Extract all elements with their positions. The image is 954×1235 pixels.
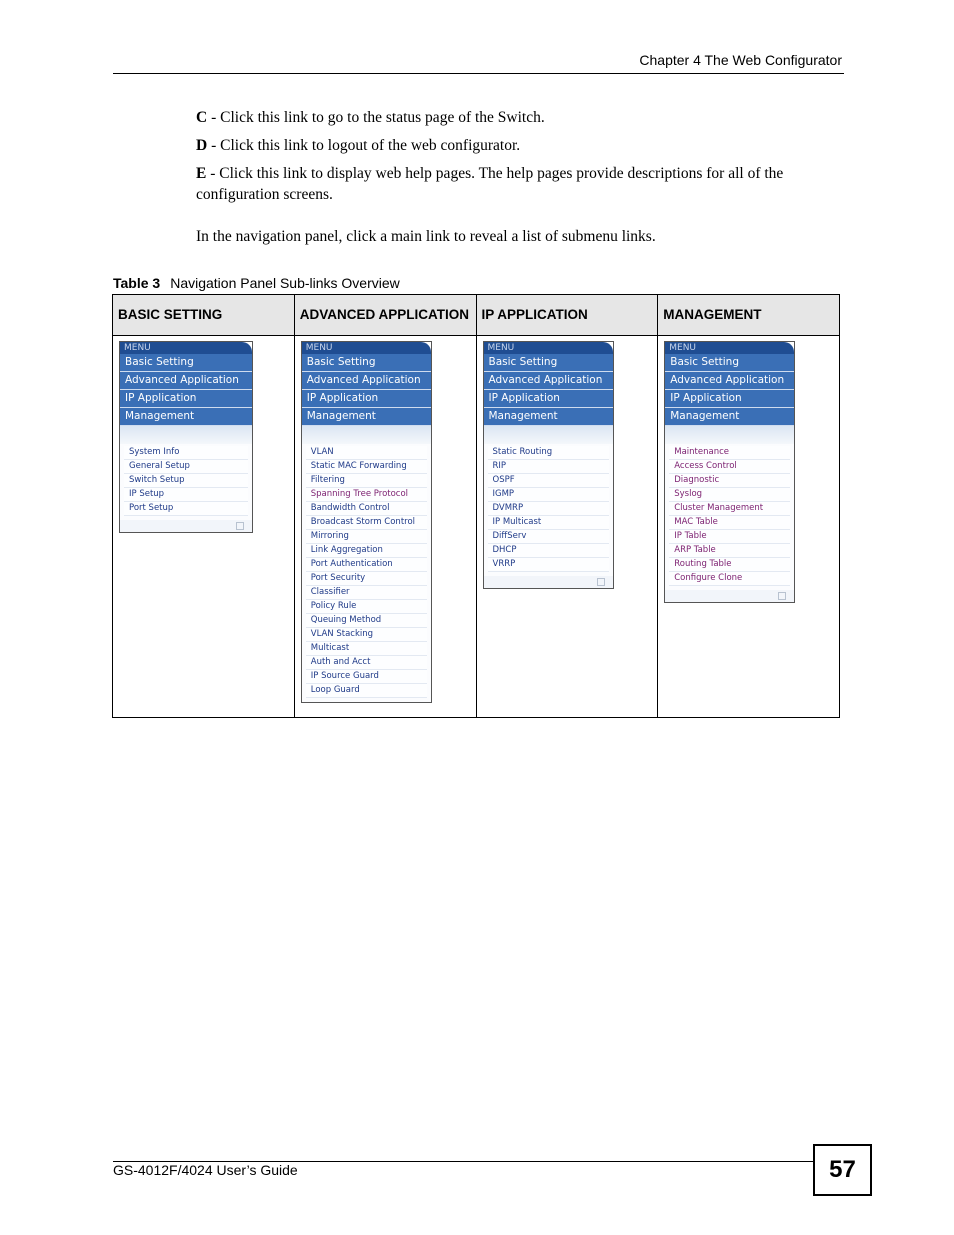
menu-link-advanced-application[interactable]: Advanced Application bbox=[302, 372, 431, 390]
submenu-item[interactable]: VLAN bbox=[306, 446, 427, 460]
menu-link-management[interactable]: Management bbox=[302, 408, 431, 426]
submenu-item[interactable]: Auth and Acct bbox=[306, 656, 427, 670]
submenu-item[interactable]: Spanning Tree Protocol bbox=[306, 488, 427, 502]
menu-title: MENU bbox=[302, 342, 431, 354]
submenu-item[interactable]: System Info bbox=[124, 446, 248, 460]
menu-link-advanced-application[interactable]: Advanced Application bbox=[120, 372, 252, 390]
menu-link-advanced-application[interactable]: Advanced Application bbox=[665, 372, 794, 390]
menu-link-basic-setting[interactable]: Basic Setting bbox=[665, 354, 794, 372]
nav-intro: In the navigation panel, click a main link to reveal a list of submenu links. bbox=[196, 228, 656, 245]
paragraph-e bbox=[196, 163, 844, 205]
page-number: 57 bbox=[813, 1144, 872, 1196]
submenu-item[interactable]: Link Aggregation bbox=[306, 544, 427, 558]
table-caption-title: Navigation Panel Sub-links Overview bbox=[170, 275, 400, 291]
submenu-item[interactable]: Mirroring bbox=[306, 530, 427, 544]
submenu-item[interactable]: Access Control bbox=[669, 460, 790, 474]
submenu-item[interactable]: DVMRP bbox=[488, 502, 609, 516]
submenu-item[interactable]: Maintenance bbox=[669, 446, 790, 460]
menu-link-management[interactable]: Management bbox=[484, 408, 613, 426]
submenu-item[interactable]: Static Routing bbox=[488, 446, 609, 460]
menu-link-ip-application[interactable]: IP Application bbox=[484, 390, 613, 408]
menu-panel-basic bbox=[119, 341, 253, 533]
submenu-item[interactable]: Broadcast Storm Control bbox=[306, 516, 427, 530]
paragraph-text: - Click this link to logout of the web configurator. bbox=[207, 137, 521, 154]
header-management: MANAGEMENT bbox=[658, 295, 840, 336]
menu-title: MENU bbox=[484, 342, 613, 354]
submenu-list bbox=[302, 444, 431, 702]
submenu-item[interactable]: OSPF bbox=[488, 474, 609, 488]
submenu-item[interactable]: IP Setup bbox=[124, 488, 248, 502]
paragraph-key: C bbox=[196, 109, 208, 126]
menu-divider bbox=[120, 426, 252, 444]
submenu-item[interactable]: IP Multicast bbox=[488, 516, 609, 530]
menu-footer bbox=[120, 520, 252, 532]
paragraph-text: - Click this link to go to the status page of the Switch. bbox=[207, 109, 545, 126]
submenu-item[interactable]: Classifier bbox=[306, 586, 427, 600]
table-caption bbox=[113, 275, 400, 291]
paragraph-d bbox=[196, 135, 844, 156]
header-rule bbox=[113, 73, 844, 74]
submenu-item[interactable]: Switch Setup bbox=[124, 474, 248, 488]
resize-icon bbox=[778, 592, 786, 600]
resize-icon bbox=[236, 522, 244, 530]
menu-panel-advanced bbox=[301, 341, 432, 703]
submenu-item[interactable]: MAC Table bbox=[669, 516, 790, 530]
menu-link-ip-application[interactable]: IP Application bbox=[120, 390, 252, 408]
submenu-item[interactable]: IP Table bbox=[669, 530, 790, 544]
menu-title: MENU bbox=[665, 342, 794, 354]
menu-link-basic-setting[interactable]: Basic Setting bbox=[120, 354, 252, 372]
guide-title: GS-4012F/4024 User’s Guide bbox=[113, 1162, 298, 1178]
submenu-item[interactable]: General Setup bbox=[124, 460, 248, 474]
paragraph-key: D bbox=[196, 137, 208, 154]
menu-divider bbox=[665, 426, 794, 444]
menu-divider bbox=[484, 426, 613, 444]
table-caption-label: Table 3 bbox=[113, 275, 161, 291]
resize-icon bbox=[597, 578, 605, 586]
menu-link-advanced-application[interactable]: Advanced Application bbox=[484, 372, 613, 390]
menu-panel-ip bbox=[483, 341, 614, 589]
header-basic-setting: BASIC SETTING bbox=[113, 295, 295, 336]
submenu-item[interactable]: Cluster Management bbox=[669, 502, 790, 516]
submenu-item[interactable]: Filtering bbox=[306, 474, 427, 488]
submenu-item[interactable]: Syslog bbox=[669, 488, 790, 502]
paragraph-key: E bbox=[196, 165, 207, 182]
submenu-item[interactable]: Static MAC Forwarding bbox=[306, 460, 427, 474]
chapter-header: Chapter 4 The Web Configurator bbox=[639, 52, 842, 68]
nav-sublinks-table bbox=[112, 294, 840, 718]
submenu-item[interactable]: Routing Table bbox=[669, 558, 790, 572]
paragraph-text: - Click this link to display web help pages. The help pages provide descriptions for all of the configuration screens. bbox=[196, 165, 784, 203]
menu-link-management[interactable]: Management bbox=[120, 408, 252, 426]
submenu-item[interactable]: DHCP bbox=[488, 544, 609, 558]
submenu-item[interactable]: VLAN Stacking bbox=[306, 628, 427, 642]
menu-link-ip-application[interactable]: IP Application bbox=[302, 390, 431, 408]
submenu-item[interactable]: Configure Clone bbox=[669, 572, 790, 586]
header-ip-application: IP APPLICATION bbox=[476, 295, 658, 336]
cell-basic-setting bbox=[113, 336, 295, 718]
paragraph-c bbox=[196, 107, 844, 128]
cell-ip-application bbox=[476, 336, 658, 718]
menu-link-management[interactable]: Management bbox=[665, 408, 794, 426]
submenu-list bbox=[665, 444, 794, 590]
submenu-item[interactable]: Bandwidth Control bbox=[306, 502, 427, 516]
submenu-item[interactable]: IP Source Guard bbox=[306, 670, 427, 684]
submenu-list bbox=[120, 444, 252, 520]
submenu-item[interactable]: Port Security bbox=[306, 572, 427, 586]
submenu-item[interactable]: VRRP bbox=[488, 558, 609, 572]
menu-link-basic-setting[interactable]: Basic Setting bbox=[484, 354, 613, 372]
menu-link-ip-application[interactable]: IP Application bbox=[665, 390, 794, 408]
menu-link-basic-setting[interactable]: Basic Setting bbox=[302, 354, 431, 372]
menu-footer bbox=[665, 590, 794, 602]
cell-advanced-application bbox=[294, 336, 476, 718]
header-advanced-application: ADVANCED APPLICATION bbox=[294, 295, 476, 336]
menu-footer bbox=[484, 576, 613, 588]
menu-panel-management bbox=[664, 341, 795, 603]
submenu-item[interactable]: Loop Guard bbox=[306, 684, 427, 698]
submenu-item[interactable]: Diagnostic bbox=[669, 474, 790, 488]
submenu-item[interactable]: IGMP bbox=[488, 488, 609, 502]
submenu-item[interactable]: Port Setup bbox=[124, 502, 248, 516]
submenu-item[interactable]: Queuing Method bbox=[306, 614, 427, 628]
cell-management bbox=[658, 336, 840, 718]
submenu-item[interactable]: Multicast bbox=[306, 642, 427, 656]
submenu-item[interactable]: RIP bbox=[488, 460, 609, 474]
submenu-item[interactable]: Port Authentication bbox=[306, 558, 427, 572]
submenu-item[interactable]: ARP Table bbox=[669, 544, 790, 558]
submenu-list bbox=[484, 444, 613, 576]
submenu-item[interactable]: Policy Rule bbox=[306, 600, 427, 614]
submenu-item[interactable]: DiffServ bbox=[488, 530, 609, 544]
menu-title: MENU bbox=[120, 342, 252, 354]
menu-divider bbox=[302, 426, 431, 444]
